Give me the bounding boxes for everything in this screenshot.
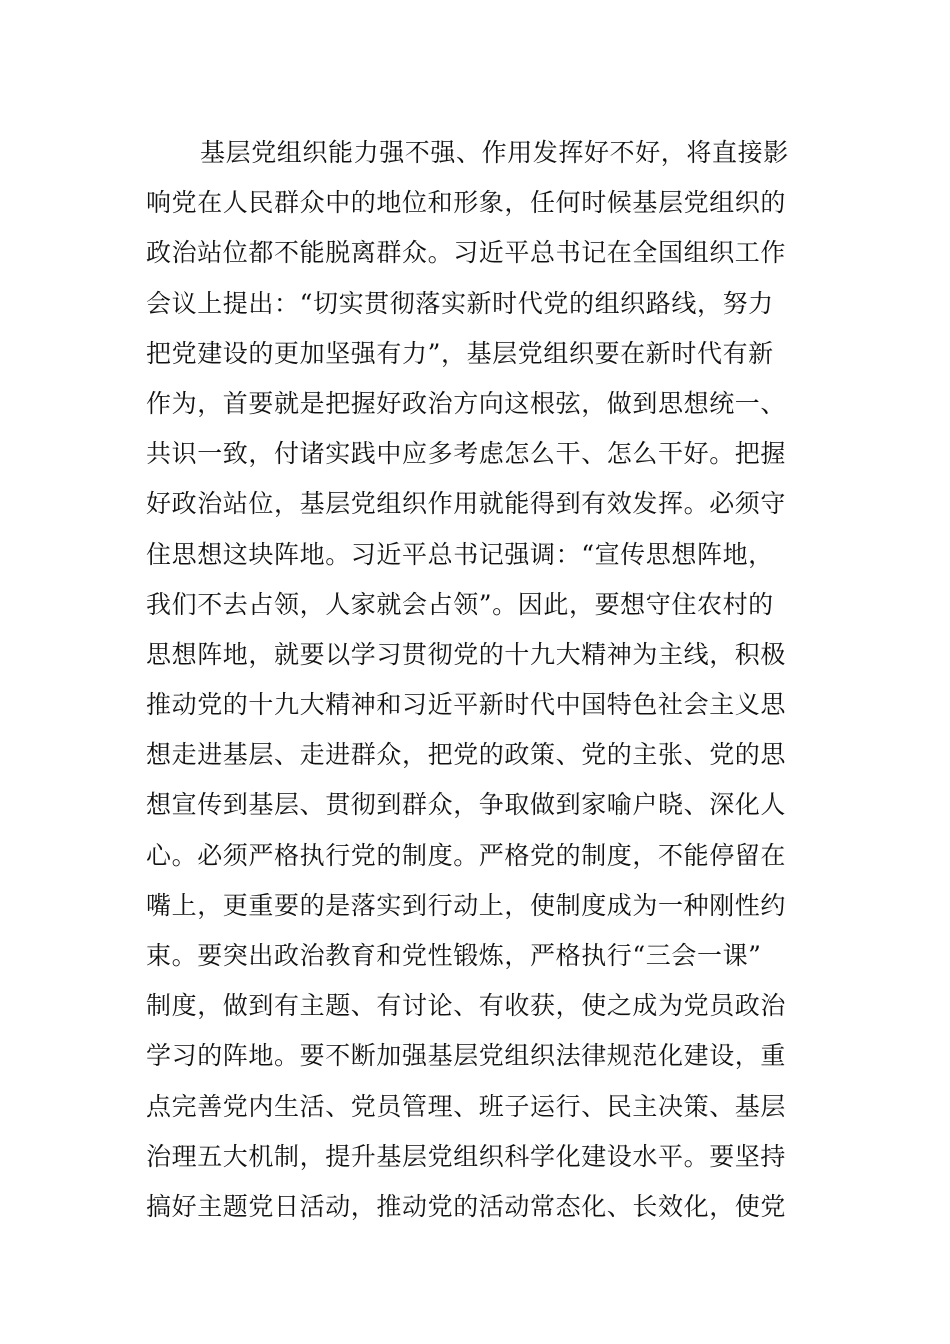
text-line: 共识一致，付诸实践中应多考虑怎么干、怎么干好。把握 — [146, 439, 787, 469]
text-line: 推动党的十九大精神和习近平新时代中国特色社会主义思 — [146, 690, 787, 720]
text-line: 住思想这块阵地。习近平总书记强调：“宣传思想阵地， — [146, 539, 774, 569]
text-line: 基层党组织能力强不强、作用发挥好不好，将直接影 — [200, 138, 789, 167]
text-line: 会议上提出：“切实贯彻落实新时代党的组织路线，努力 — [146, 288, 774, 318]
text-line: 思想阵地，就要以学习贯彻党的十九大精神为主线，积极 — [146, 639, 787, 669]
text-line: 政治站位都不能脱离群众。习近平总书记在全国组织工作 — [146, 238, 787, 268]
text-line: 学习的阵地。要不断加强基层党组织法律规范化建设，重 — [146, 1041, 787, 1071]
text-line: 嘴上，更重要的是落实到行动上，使制度成为一种刚性约 — [146, 890, 787, 920]
text-line: 治理五大机制，提升基层党组织科学化建设水平。要坚持 — [146, 1141, 787, 1171]
text-line: 想走进基层、走进群众，把党的政策、党的主张、党的思 — [146, 740, 787, 770]
text-line: 响党在人民群众中的地位和形象，任何时候基层党组织的 — [146, 188, 787, 218]
text-line: 心。必须严格执行党的制度。严格党的制度，不能停留在 — [146, 840, 787, 870]
text-line: 作为，首要就是把握好政治方向这根弦，做到思想统一、 — [146, 388, 787, 418]
text-line: 好政治站位，基层党组织作用就能得到有效发挥。必须守 — [146, 489, 787, 519]
text-line: 想宣传到基层、贯彻到群众，争取做到家喻户晓、深化人 — [146, 790, 787, 820]
text-line: 制度，做到有主题、有讨论、有收获，使之成为党员政治 — [146, 991, 787, 1021]
body-paragraph — [146, 128, 796, 1232]
text-line: 我们不去占领，人家就会占领”。因此，要想守住农村的 — [146, 589, 774, 619]
text-line: 点完善党内生活、党员管理、班子运行、民主决策、基层 — [146, 1091, 787, 1121]
text-line: 把党建设的更加坚强有力”，基层党组织要在新时代有新 — [146, 338, 774, 368]
text-line: 搞好主题党日活动，推动党的活动常态化、长效化，使党 — [146, 1191, 787, 1221]
text-line: 束。要突出政治教育和党性锻炼，严格执行“三会一课” — [146, 941, 762, 970]
